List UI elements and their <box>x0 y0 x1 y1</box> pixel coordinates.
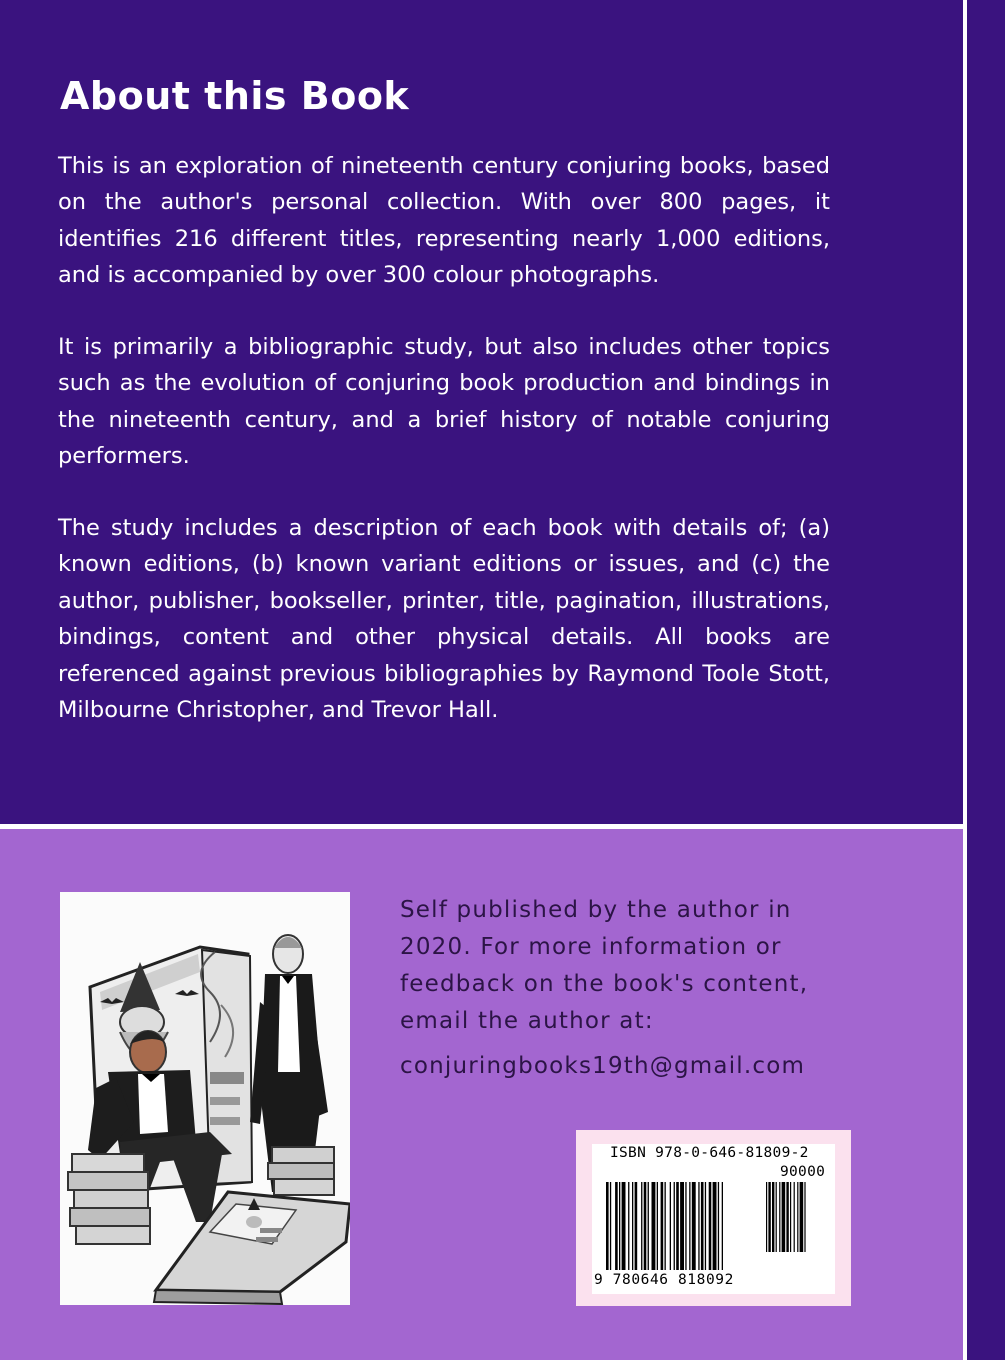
price-code: 90000 <box>780 1164 826 1180</box>
publisher-line: email the author at: <box>400 1008 654 1034</box>
about-title: About this Book <box>60 74 410 118</box>
about-paragraph-3: The study includes a description of each book with details of; (a) known editions, (b) known variant editions or issues, and (c) the author, publisher, bookseller, printer, title, pagination, illustrations, bindings, content and other physical details. All books are referenced against previous bibliographies by Raymond Toole Stott, Milbourne Christopher, and Trevor Hall. <box>58 515 830 724</box>
publisher-line: feedback on the book's content, <box>400 971 809 997</box>
publisher-line: Self published by the author in <box>400 897 792 923</box>
spine-strip <box>967 0 1005 1360</box>
ean-digits: 9 780646 818092 <box>594 1272 734 1288</box>
barcode-bars <box>606 1182 828 1272</box>
author-email: conjuringbooks19th@gmail.com <box>400 1053 806 1079</box>
about-paragraph-2: It is primarily a bibliographic study, but also includes other topics such as the evolution of conjuring book production and bindings in the nineteenth century, and a brief history of notable conjuring performers. <box>58 334 830 470</box>
barcode-label <box>592 1144 835 1294</box>
magician-illustration <box>60 892 350 1305</box>
barcode-box <box>576 1130 851 1306</box>
publisher-line: 2020. For more information or <box>400 934 782 960</box>
about-paragraph-1: This is an exploration of nineteenth century conjuring books, based on the author's personal collection. With over 800 pages, it identifies 216 different titles, representing nearly 1,000 editions, and is accompanied by over 300 colour photographs. <box>58 153 830 289</box>
isbn-label: ISBN 978-0-646-81809-2 <box>610 1145 809 1161</box>
publisher-info <box>400 892 870 1085</box>
